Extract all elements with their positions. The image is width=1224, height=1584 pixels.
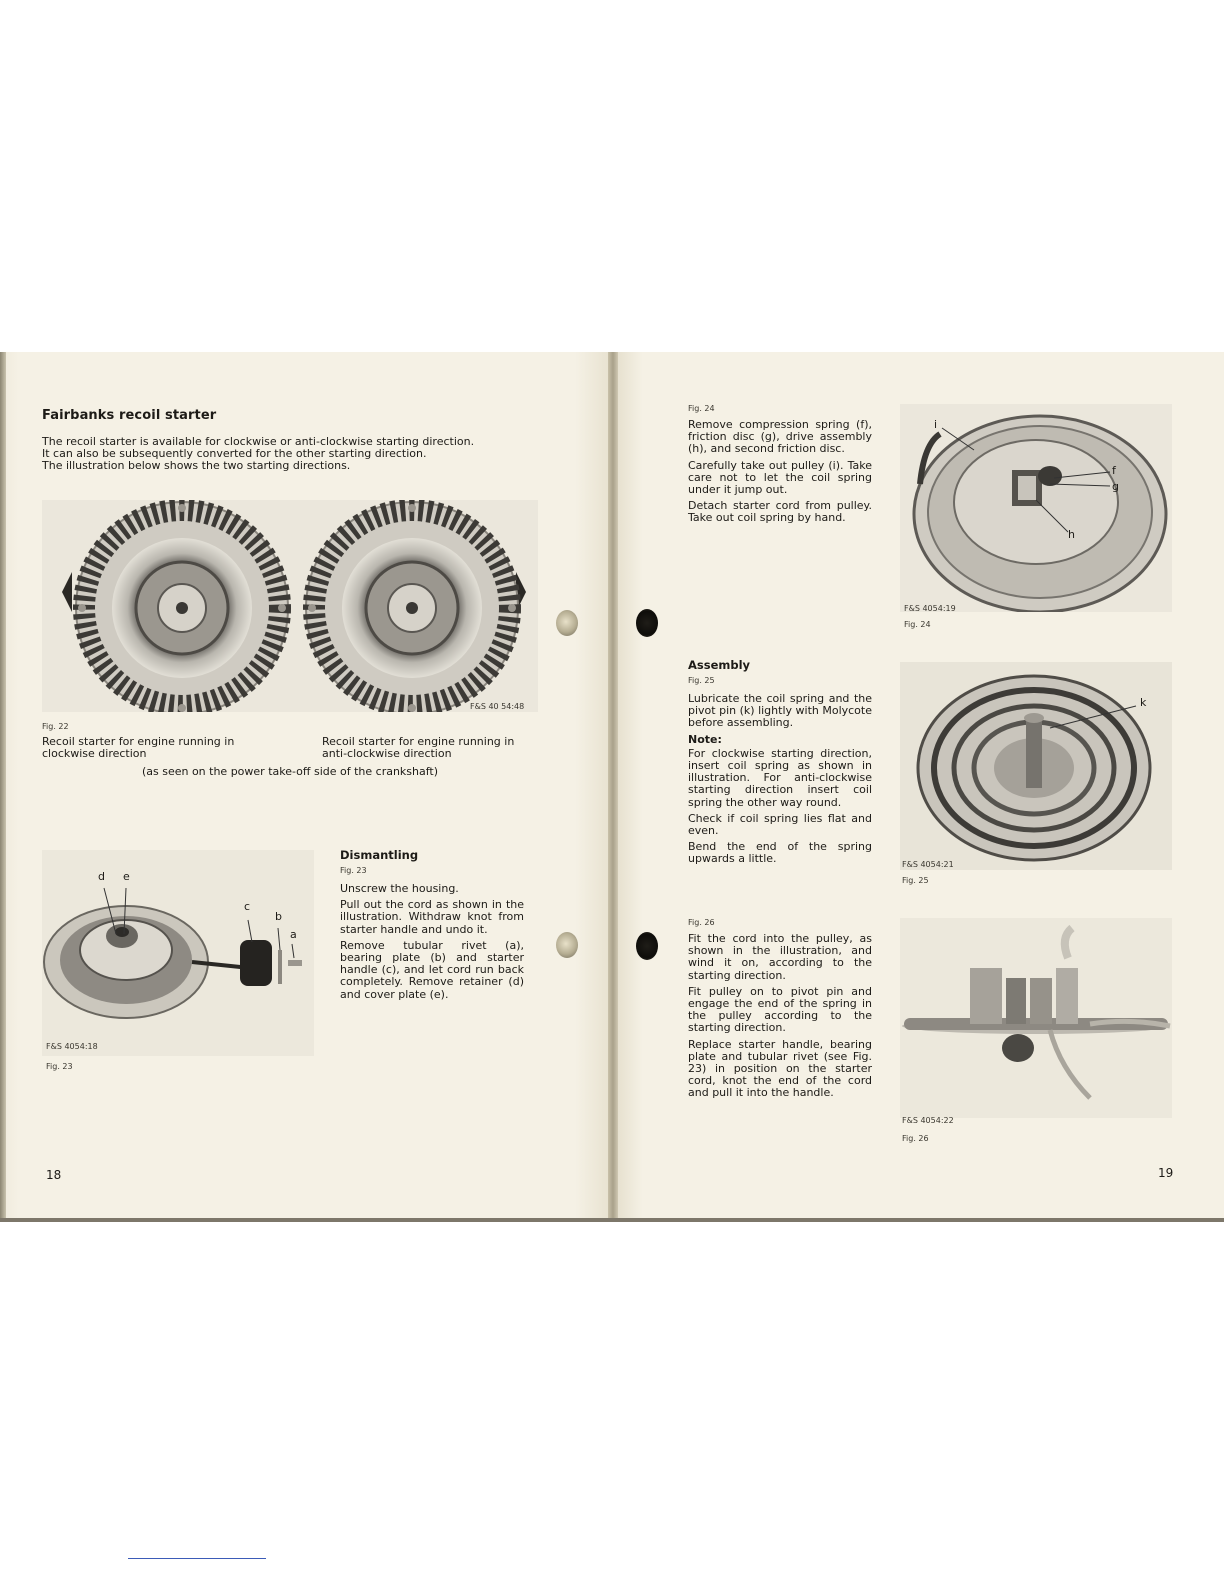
dismantling-section — [340, 848, 524, 1005]
fig24-code: F&S 4054:19 — [904, 604, 956, 613]
intro-line: It can also be subsequently converted for the other starting direction. — [42, 447, 427, 461]
fig23-label-e: e — [123, 870, 130, 883]
fig26-label: Fig. 26 — [902, 1134, 929, 1143]
fig24-fig-ref: Fig. 24 — [688, 404, 715, 413]
fig24-label-i: i — [934, 418, 938, 431]
fig25-label: Fig. 25 — [902, 876, 929, 885]
assembly-heading: Assembly — [688, 658, 751, 672]
page-number-left: 18 — [46, 1168, 62, 1182]
intro-line: The recoil starter is available for clockwise or anti-clockwise starting direction. — [42, 435, 475, 448]
dismantling-fig-ref: Fig. 23 — [340, 866, 367, 875]
fig24-paragraph: Carefully take out pulley (i). Take care not to let the coil spring under it jump out. — [688, 458, 872, 497]
assembly-paragraph: For clockwise starting direction, insert coil spring as shown in illustration. For anti-clockwise starting direction insert coil spring the other way round. — [688, 746, 872, 809]
fig24-label-f: f — [1112, 464, 1116, 477]
left-page — [0, 352, 612, 1222]
page-edge — [0, 352, 6, 1222]
assembly-paragraph: Lubricate the coil spring and the pivot pin (k) lightly with Molycote before assembling. — [688, 692, 872, 730]
fig26-text — [688, 918, 872, 1104]
dismantling-paragraph: Remove tubular rivet (a), bearing plate (b) and starter handle (c), and let cord run back completely. Remove retainer (d) and cover plate (e). — [340, 938, 524, 1001]
fig24-text — [688, 404, 872, 529]
binding-hole-right-bottom — [636, 932, 658, 960]
fig22-caption-center: (as seen on the power take-off side of the crankshaft) — [141, 765, 439, 778]
dismantling-paragraph: Unscrew the housing. — [340, 882, 459, 895]
binding-hole-right-top — [636, 609, 658, 637]
fig23-label-a: a — [290, 928, 297, 941]
assembly-section — [688, 658, 872, 870]
fig24-label-h: h — [1068, 528, 1075, 541]
fig24-photo — [900, 404, 1172, 612]
fig26-code: F&S 4054:22 — [902, 1116, 954, 1125]
fig26-photo — [900, 918, 1172, 1118]
fig24-label-g: g — [1112, 480, 1119, 493]
dismantling-heading: Dismantling — [340, 848, 419, 862]
fig26-fig-ref: Fig. 26 — [688, 918, 715, 927]
starter-clockwise — [62, 502, 288, 712]
fig23-label-c: c — [244, 900, 251, 913]
book-spine — [608, 352, 618, 1222]
binding-hole-left-bottom — [556, 932, 578, 958]
fig26-paragraph: Fit pulley on to pivot pin and engage the end of the spring in the pulley according to the starting direction. — [688, 984, 872, 1035]
fig25-photo — [900, 662, 1172, 870]
divider-line — [128, 1558, 266, 1559]
fig23-label-d: d — [98, 870, 105, 883]
fig22-code: F&S 40 54:48 — [470, 702, 525, 711]
fig24-paragraph: Remove compression spring (f), friction disc (g), drive assembly (h), and second friction disc. — [688, 418, 872, 456]
assembly-fig-ref: Fig. 25 — [688, 676, 715, 685]
note-heading: Note: — [688, 732, 722, 746]
fig25-code: F&S 4054:21 — [902, 860, 954, 869]
fig22-caption-left: Recoil starter for engine running in clockwise direction — [42, 735, 235, 761]
fig24-paragraph: Detach starter cord from pulley. Take out coil spring by hand. — [688, 499, 872, 525]
fig22-photo — [42, 500, 538, 712]
fig23-code: F&S 4054:18 — [46, 1042, 98, 1051]
assembly-paragraph: Check if coil spring lies flat and even. — [688, 811, 872, 838]
intro-line: The illustration below shows the two starting directions. — [42, 459, 351, 473]
fig23-label: Fig. 23 — [46, 1062, 73, 1071]
fig26-paragraph: Fit the cord into the pulley, as shown in the illustration, and wind it on, according to the starting direction. — [688, 932, 872, 982]
fig26-paragraph: Replace starter handle, bearing plate and tubular rivet (see Fig. 23) in position on the starter cord, knot the end of the cord and pull it into the handle. — [688, 1037, 872, 1100]
starter-anti-clockwise — [306, 502, 526, 712]
fig23-photo — [42, 850, 314, 1056]
book-spread — [0, 352, 1224, 1222]
dismantling-paragraph: Pull out the cord as shown in the illustration. Withdraw knot from starter handle and undo it. — [340, 898, 524, 936]
fig24-label: Fig. 24 — [904, 620, 931, 629]
page-title: Fairbanks recoil starter — [42, 408, 217, 423]
binding-hole-left-top — [556, 610, 578, 636]
fig22-caption-right: Recoil starter for engine running in anti-clockwise direction — [322, 735, 515, 761]
intro-text — [42, 436, 522, 473]
fig22-label: Fig. 22 — [42, 722, 69, 731]
fig25-label-k: k — [1140, 696, 1147, 709]
page-number-right: 19 — [1158, 1166, 1174, 1180]
fig23-label-b: b — [275, 910, 282, 923]
assembly-paragraph: Bend the end of the spring upwards a little. — [688, 840, 872, 866]
page-bottom-edge — [0, 1218, 1224, 1222]
